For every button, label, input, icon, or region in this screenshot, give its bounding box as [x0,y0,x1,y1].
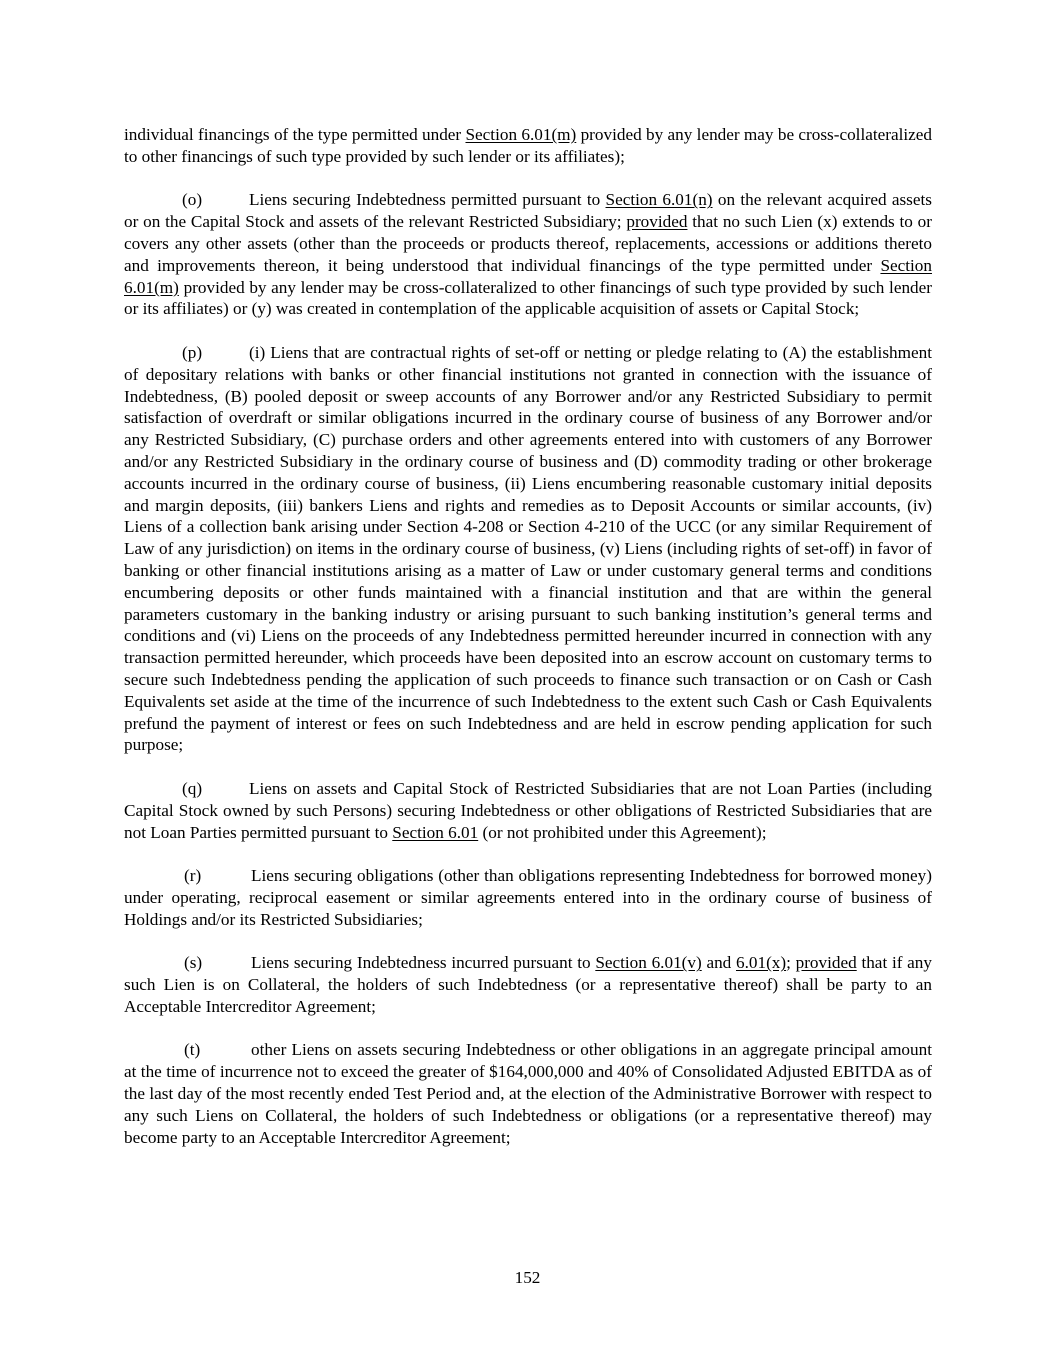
paragraph-text: Liens securing Indebtedness incurred pursuant to [251,953,596,973]
paragraph-text: that if any such Lien is on Collateral, the holders of such Indebtedness (or a representative thereof) shall be party to an Acceptable Intercreditor Agreement; [124,953,932,1016]
clause-label: (s) [184,953,203,973]
paragraph-text: provided by any lender may be cross-collateralized to other financings of such type provided by such lender or its affiliates) or (y) was created in contemplation of the applicable acquisition of assets or Capital Stock; [124,277,932,319]
clause-q [124,778,932,843]
provided-term: provided [795,953,857,973]
paragraph-text: and [701,953,736,973]
page-number: 152 [514,1268,541,1287]
clause-label: (r) [184,866,202,886]
paragraph-text: (or not prohibited under this Agreement); [478,822,767,842]
clause-label: (q) [182,778,203,798]
clause-label: (p) [182,342,203,362]
paragraph-text: other Liens on assets securing Indebtedness or other obligations in an aggregate principal amount at the time of incurrence not to exceed the greater of $164,000,000 and 40% of Consolidated Adjusted EBITDA as of the last day of the most recently ended Test Period and, at the election of the Administrative Borrower with respect to any such Liens on Collateral, the holders of such Indebtedness or obligations (or a representative thereof) may become party to an Acceptable Intercreditor Agreement; [124,1040,932,1147]
section-reference: Section 6.01(m) [465,125,577,144]
paragraph-text: Liens on assets and Capital Stock of Restricted Subsidiaries that are not Loan Parties (including Capital Stock owned by such Persons) securing Indebtedness or other obligations of Restricted Subsidiaries that are not Loan Parties permitted pursuant to [124,778,932,842]
section-reference: 6.01(x) [735,953,787,973]
clause-o [124,189,932,320]
paragraph-text: ; [786,953,796,973]
paragraph-text: provided by any lender may be cross-collateralized to other financings of such type provided by such lender or its affiliates); [124,125,933,166]
paragraph-text: that no such Lien (x) extends to or covers any other assets (other than the proceeds or products thereof, replacements, accessions or additions thereto and improvements thereon, it being understood that individual financings of the type permitted under [124,212,932,275]
paragraph-continuation [124,124,932,168]
clause-label: (o) [182,190,203,210]
paragraph-text: individual financings of the type permitted under [124,125,466,144]
section-reference: Section 6.01(m) [124,255,932,297]
clause-p [124,342,932,756]
clause-label: (t) [184,1040,201,1060]
provided-term: provided [626,212,688,232]
section-reference: Section 6.01(v) [595,953,702,973]
paragraph-text: Liens securing obligations (other than obligations representing Indebtedness for borrowed money) under operating, reciprocal easement or similar agreements entered into in the ordinary course of business of Holdings and/or its Restricted Subsidiaries; [124,866,932,929]
clause-t [124,1039,932,1148]
section-reference: Section 6.01 [392,822,479,842]
clause-r [124,865,932,930]
paragraph-text: Liens securing Indebtedness permitted pursuant to [249,190,606,210]
section-reference: Section 6.01(n) [605,190,713,210]
paragraph-text: (i) Liens that are contractual rights of set-off or netting or pledge relating to (A) the establishment of depositary relations with banks or other financial institutions not granted in connection with the issuance of Indebtedness, (B) pooled deposit or sweep accounts of any Borrower and/or any Restricted Subsidiary to permit satisfaction of overdraft or similar obligations incurred in the ordinary course of business of any Borrower and/or any Restricted Subsidiary, (C) purchase orders and other agreements entered into with customers of any Borrower and/or any Restricted Subsidiary in the ordinary course of business and (D) commodity trading or other brokerage accounts incurred in the ordinary course of business, (ii) Liens encumbering reasonable customary initial deposits and margin deposits, (iii) bankers Liens and rights and remedies as to Deposit Accounts or similar accounts, (iv) Liens of a collection bank arising under Section 4-208 or Section 4-210 of the UCC (or any similar Requirement of Law of any jurisdiction) on items in the ordinary course of business, (v) Liens (including rights of set-off) in favor of banking or other financial institutions arising as a matter of Law or under customary general terms and conditions encumbering deposits or other funds maintained with a financial institution and that are within the general parameters customary in the banking industry or arising pursuant to such banking institution’s general terms and conditions and (vi) Liens on the proceeds of any Indebtedness permitted hereunder incurred in connection with any transaction permitted hereunder, which proceeds have been deposited into an escrow account on customary terms to secure such Indebtedness pending the application of such proceeds to finance such transaction or on Cash or Cash Equivalents set aside at the time of the incurrence of such Indebtedness to the extent such Cash or Cash Equivalents prefund the payment of interest or fees on such Indebtedness and are held in escrow pending application for such purpose; [124,342,932,755]
document-page [124,124,932,1170]
paragraph-text: on the relevant acquired assets or on the Capital Stock and assets of the relevant Restricted Subsidiary; [124,190,932,232]
clause-s [124,952,932,1017]
